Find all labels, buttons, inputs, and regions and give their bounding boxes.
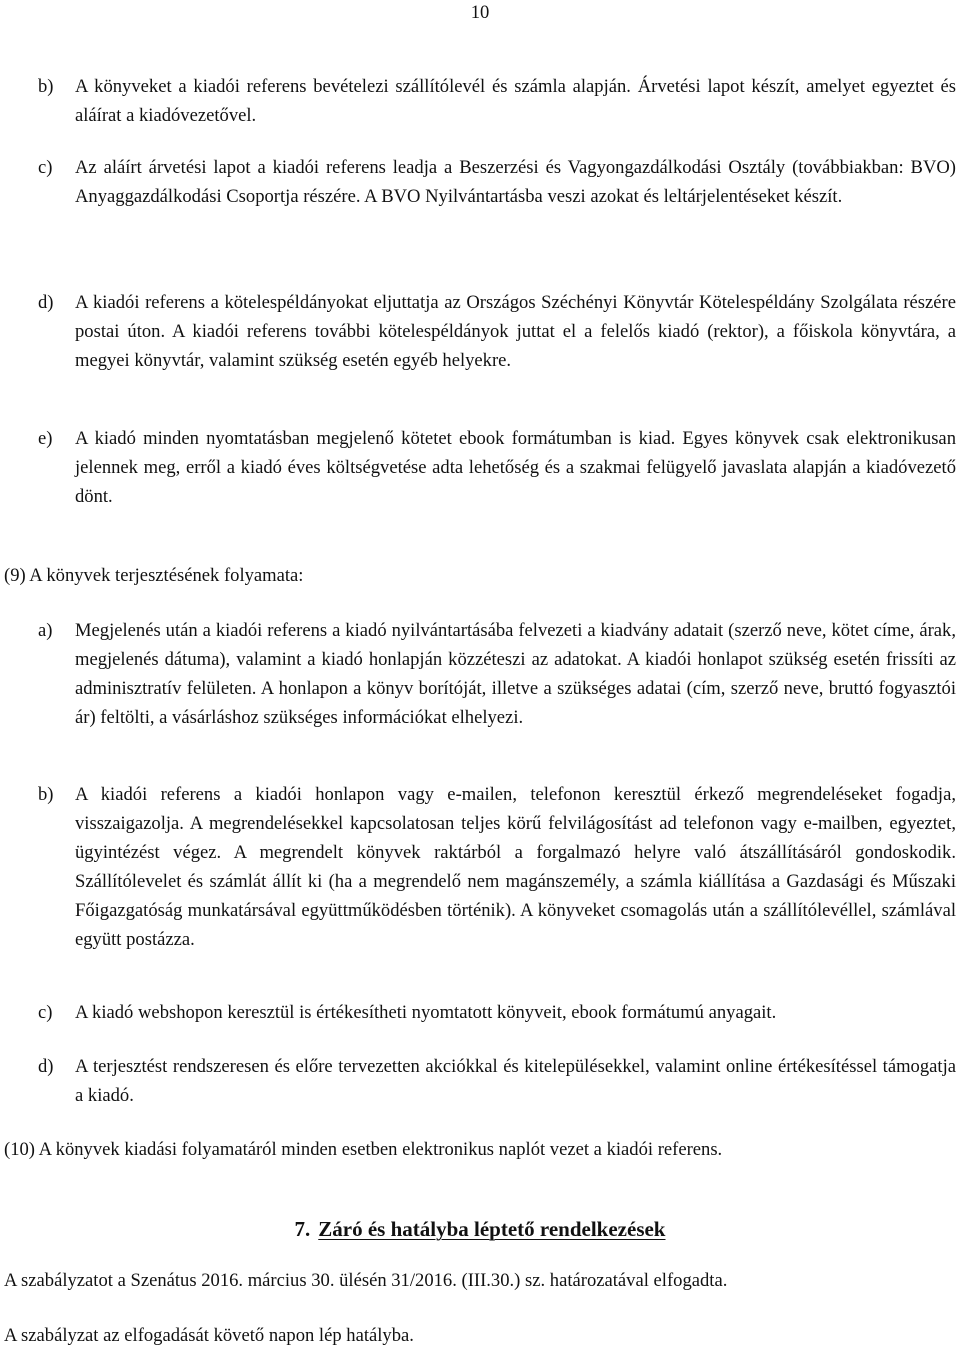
effective-date-statement: A szabályzat az elfogadását követő napon lép hatályba.	[4, 1325, 414, 1346]
list-item	[38, 780, 956, 954]
list-item	[38, 424, 956, 511]
list-item-text: A kiadó minden nyomtatásban megjelenő kötetet ebook formátumban is kiad. Egyes könyvek csak elektronikusan jelennek meg, erről a kiadó éves költségvetése adta lehetőség és a szakmai felügyelő javaslata alapján a kiadóvezető dönt.	[75, 428, 956, 507]
list-item-text: Az aláírt árvetési lapot a kiadói referens leadja a Beszerzési és Vagyongazdálkodási Osztály (továbbiakban: BVO) Anyaggazdálkodási Csoportja részére. A BVO Nyilvántartásba veszi azokat és leltárjelentéseket készít.	[75, 157, 956, 207]
chapter-number: 7.	[294, 1217, 311, 1241]
chapter-heading	[0, 1215, 960, 1244]
section-10-text: (10) A könyvek kiadási folyamatáról minden esetben elektronikus naplót vezet a kiadói referens.	[4, 1139, 723, 1160]
list-item-label: a)	[38, 620, 53, 641]
list-item-text: A kiadó webshopon keresztül is értékesítheti nyomtatott könyveit, ebook formátumú anyagait.	[75, 1002, 777, 1023]
list-item-label: d)	[38, 1056, 54, 1077]
list-item	[38, 998, 956, 1027]
list-item	[38, 1052, 956, 1110]
list-item-label: e)	[38, 428, 53, 449]
list-item	[38, 72, 956, 130]
list-item-label: c)	[38, 1002, 53, 1023]
list-item-text: Megjelenés után a kiadói referens a kiadó nyilvántartásába felvezeti a kiadvány adatait (szerző neve, kötet címe, árak, megjelenés dátuma), valamint a kiadó honlapján közzéteszi az adatokat. A kiadói honlapot szükség esetén frissíti az adminisztratív felületen. A honlapon a könyv borítóját, illetve a szükséges adatai (cím, szerző neve, bruttó fogyasztói ár) feltölti, a vásárláshoz szükséges információkat elhelyezi.	[75, 620, 956, 728]
list-item-text: A terjesztést rendszeresen és előre tervezetten akciókkal és kitelepülésekkel, valamint online értékesítéssel támogatja a kiadó.	[75, 1056, 956, 1106]
list-item	[38, 288, 956, 375]
list-item-label: b)	[38, 784, 54, 805]
list-item-label: c)	[38, 157, 53, 178]
list-item-text: A kiadói referens a kötelespéldányokat eljuttatja az Országos Széchényi Könyvtár Kötelespéldány Szolgálata részére postai úton. A kiadói referens további kötelespéldányok juttat el a felelős kiadó (rektor), a főiskola könyvtára, a megyei könyvtár, valamint szükség esetén egyéb helyekre.	[75, 292, 956, 371]
adoption-statement: A szabályzatot a Szenátus 2016. március 30. ülésén 31/2016. (III.30.) sz. határozatával elfogadta.	[4, 1270, 728, 1291]
list-item	[38, 153, 956, 211]
chapter-title: Záró és hatályba léptető rendelkezések	[318, 1217, 666, 1241]
list-item-label: b)	[38, 76, 54, 97]
list-item-text: A könyveket a kiadói referens bevételezi szállítólevél és számla alapján. Árvetési lapot készít, amelyet egyeztet és aláírat a kiadóvezetővel.	[75, 76, 956, 126]
section-9-title: (9) A könyvek terjesztésének folyamata:	[4, 565, 304, 586]
list-item-text: A kiadói referens a kiadói honlapon vagy e-mailen, telefonon keresztül érkező megrendeléseket fogadja, visszaigazolja. A megrendelésekkel kapcsolatosan teljes körű felvilágosítást ad telefonon vagy e-mailben, egyeztet, ügyintézést végez. A megrendelt könyvek raktárból a forgalmazó helyre való átszállításáról gondoskodik. Szállítólevelet és számlát állít ki (ha a megrendelő nem magánszemély, a számla kiállítása a Gazdasági és Műszaki Főigazgatóság munkatársával együttműködésben történik). A könyveket csomagolás után a szállítólevéllel, számlával együtt postázza.	[75, 784, 956, 950]
page-number: 10	[470, 2, 490, 23]
list-item	[38, 616, 956, 732]
list-item-label: d)	[38, 292, 54, 313]
